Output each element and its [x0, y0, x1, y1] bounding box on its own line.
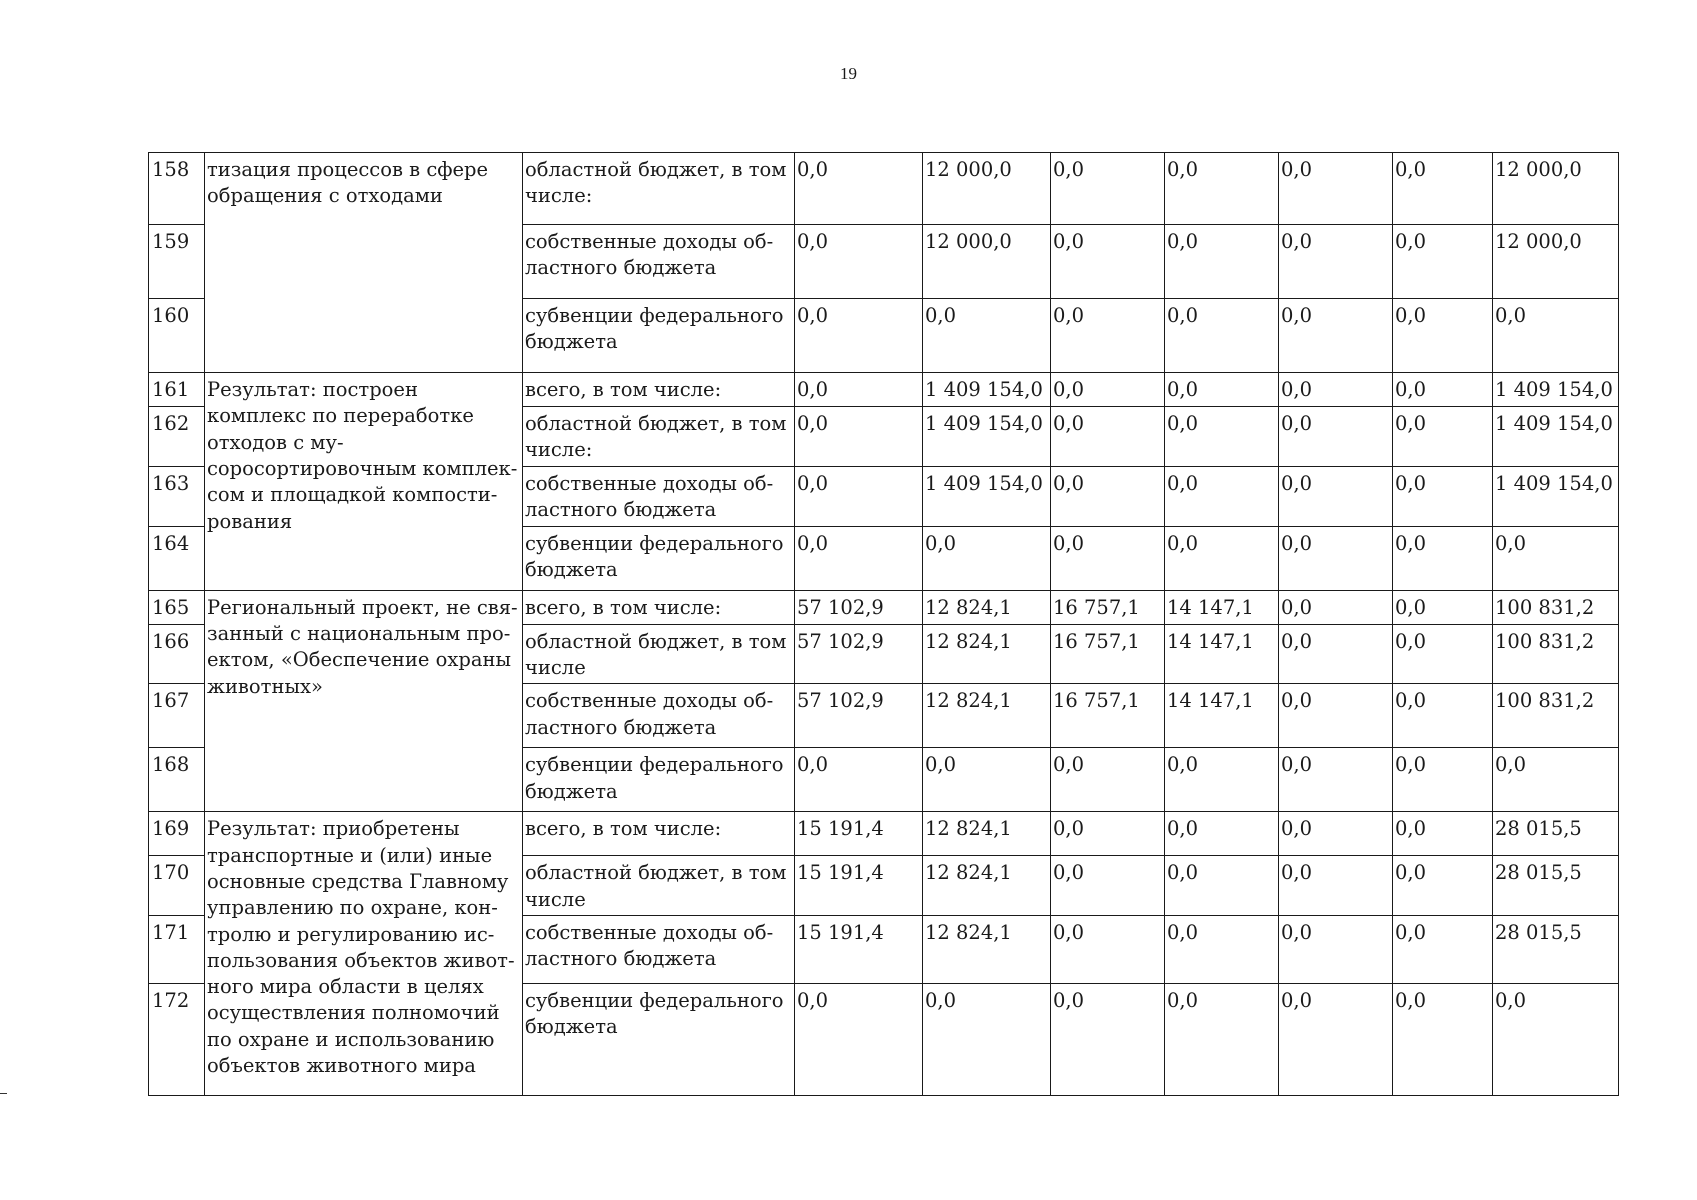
- funding-source: областной бюджет, в том числе: [523, 624, 795, 684]
- funding-source: собственные доходы об-ластного бюджета: [523, 466, 795, 526]
- value-cell: 0,0: [1393, 299, 1493, 373]
- value-cell: 0,0: [1051, 466, 1165, 526]
- row-number: 158: [149, 153, 205, 225]
- value-cell: 0,0: [1279, 915, 1393, 983]
- value-cell: 0,0: [1279, 856, 1393, 916]
- row-number: 166: [149, 624, 205, 684]
- value-cell: 0,0: [1279, 684, 1393, 748]
- total-value-cell: 1 409 154,0: [1493, 373, 1619, 407]
- value-cell: 0,0: [1279, 373, 1393, 407]
- row-number: 167: [149, 684, 205, 748]
- funding-source: собственные доходы об-ластного бюджета: [523, 225, 795, 299]
- value-cell: 0,0: [1051, 983, 1165, 1095]
- value-cell: 0,0: [795, 373, 923, 407]
- table-row: [149, 153, 1619, 225]
- item-description: тизация процессов в сфере обращения с отходами: [205, 153, 523, 373]
- value-cell: 0,0: [1051, 526, 1165, 590]
- value-cell: 0,0: [1279, 407, 1393, 467]
- value-cell: 0,0: [1051, 373, 1165, 407]
- value-cell: 16 757,1: [1051, 684, 1165, 748]
- value-cell: 0,0: [795, 299, 923, 373]
- value-cell: 57 102,9: [795, 624, 923, 684]
- value-cell: 0,0: [795, 225, 923, 299]
- value-cell: 0,0: [1051, 856, 1165, 916]
- value-cell: 0,0: [1051, 748, 1165, 812]
- value-cell: 12 824,1: [923, 812, 1051, 856]
- value-cell: 0,0: [1279, 526, 1393, 590]
- total-value-cell: 1 409 154,0: [1493, 407, 1619, 467]
- value-cell: 0,0: [1051, 225, 1165, 299]
- value-cell: 0,0: [1051, 407, 1165, 467]
- value-cell: 57 102,9: [795, 684, 923, 748]
- value-cell: 0,0: [1051, 153, 1165, 225]
- value-cell: 0,0: [1051, 915, 1165, 983]
- total-value-cell: 1 409 154,0: [1493, 466, 1619, 526]
- value-cell: 12 824,1: [923, 915, 1051, 983]
- value-cell: 0,0: [1393, 407, 1493, 467]
- value-cell: 14 147,1: [1165, 590, 1279, 624]
- funding-source: субвенции федерального бюджета: [523, 983, 795, 1095]
- value-cell: 0,0: [1165, 225, 1279, 299]
- page-number: 19: [840, 64, 857, 83]
- value-cell: 0,0: [1393, 624, 1493, 684]
- value-cell: 0,0: [1393, 915, 1493, 983]
- funding-source: собственные доходы об-ластного бюджета: [523, 915, 795, 983]
- row-number: 159: [149, 225, 205, 299]
- value-cell: 0,0: [1393, 748, 1493, 812]
- value-cell: 0,0: [923, 983, 1051, 1095]
- item-description: Результат: приобретены транспортные и (или) иные основные средства Главному управлению по охране, кон-тролю и регулированию ис-пользования объектов живот-ного мира области в целях осуществления полномочий по охране и использованию объектов животного мира: [205, 812, 523, 1096]
- value-cell: 12 824,1: [923, 684, 1051, 748]
- value-cell: 16 757,1: [1051, 590, 1165, 624]
- total-value-cell: 12 000,0: [1493, 153, 1619, 225]
- value-cell: 0,0: [923, 748, 1051, 812]
- table-row: [149, 590, 1619, 624]
- total-value-cell: 0,0: [1493, 299, 1619, 373]
- value-cell: 12 824,1: [923, 590, 1051, 624]
- value-cell: 0,0: [795, 466, 923, 526]
- value-cell: 0,0: [1165, 466, 1279, 526]
- funding-source: собственные доходы об-ластного бюджета: [523, 684, 795, 748]
- table-row: [149, 812, 1619, 856]
- row-number: 163: [149, 466, 205, 526]
- total-value-cell: 100 831,2: [1493, 684, 1619, 748]
- value-cell: 0,0: [1393, 153, 1493, 225]
- funding-source: всего, в том числе:: [523, 812, 795, 856]
- value-cell: 0,0: [1279, 748, 1393, 812]
- value-cell: 0,0: [923, 526, 1051, 590]
- total-value-cell: 100 831,2: [1493, 590, 1619, 624]
- funding-source: субвенции федерального бюджета: [523, 526, 795, 590]
- total-value-cell: 12 000,0: [1493, 225, 1619, 299]
- total-value-cell: 28 015,5: [1493, 915, 1619, 983]
- value-cell: 0,0: [1393, 466, 1493, 526]
- row-number: 160: [149, 299, 205, 373]
- value-cell: 0,0: [795, 407, 923, 467]
- value-cell: 0,0: [1279, 225, 1393, 299]
- value-cell: 15 191,4: [795, 856, 923, 916]
- value-cell: 0,0: [1279, 590, 1393, 624]
- value-cell: 12 000,0: [923, 225, 1051, 299]
- budget-table: [148, 152, 1619, 1096]
- value-cell: 0,0: [1279, 153, 1393, 225]
- value-cell: 1 409 154,0: [923, 466, 1051, 526]
- value-cell: 0,0: [1165, 526, 1279, 590]
- value-cell: 0,0: [1165, 915, 1279, 983]
- value-cell: 12 000,0: [923, 153, 1051, 225]
- row-number: 161: [149, 373, 205, 407]
- row-number: 165: [149, 590, 205, 624]
- value-cell: 0,0: [1165, 812, 1279, 856]
- value-cell: 0,0: [923, 299, 1051, 373]
- value-cell: 15 191,4: [795, 812, 923, 856]
- value-cell: 0,0: [1279, 299, 1393, 373]
- value-cell: 12 824,1: [923, 624, 1051, 684]
- value-cell: 1 409 154,0: [923, 373, 1051, 407]
- row-number: 172: [149, 983, 205, 1095]
- total-value-cell: 0,0: [1493, 526, 1619, 590]
- value-cell: 0,0: [1393, 526, 1493, 590]
- value-cell: 0,0: [1165, 373, 1279, 407]
- total-value-cell: 28 015,5: [1493, 812, 1619, 856]
- row-number: 168: [149, 748, 205, 812]
- value-cell: 57 102,9: [795, 590, 923, 624]
- value-cell: 0,0: [1393, 590, 1493, 624]
- value-cell: 0,0: [1279, 624, 1393, 684]
- value-cell: 0,0: [1393, 856, 1493, 916]
- value-cell: 0,0: [795, 748, 923, 812]
- funding-source: всего, в том числе:: [523, 373, 795, 407]
- funding-source: областной бюджет, в том числе:: [523, 407, 795, 467]
- table-row: [149, 373, 1619, 407]
- value-cell: 0,0: [1165, 299, 1279, 373]
- value-cell: 12 824,1: [923, 856, 1051, 916]
- value-cell: 0,0: [795, 983, 923, 1095]
- row-number: 171: [149, 915, 205, 983]
- value-cell: 0,0: [1393, 812, 1493, 856]
- value-cell: 0,0: [1393, 684, 1493, 748]
- value-cell: 0,0: [1393, 373, 1493, 407]
- value-cell: 0,0: [1393, 225, 1493, 299]
- value-cell: 0,0: [1279, 466, 1393, 526]
- row-number: 164: [149, 526, 205, 590]
- value-cell: 0,0: [795, 526, 923, 590]
- value-cell: 14 147,1: [1165, 684, 1279, 748]
- funding-source: субвенции федерального бюджета: [523, 299, 795, 373]
- funding-source: областной бюджет, в том числе: [523, 856, 795, 916]
- item-description: Результат: построен комплекс по переработке отходов с му-соросортировочным комплек-сом и площадкой компости-рования: [205, 373, 523, 591]
- value-cell: 15 191,4: [795, 915, 923, 983]
- value-cell: 0,0: [1279, 812, 1393, 856]
- value-cell: 16 757,1: [1051, 624, 1165, 684]
- row-number: 162: [149, 407, 205, 467]
- funding-source: всего, в том числе:: [523, 590, 795, 624]
- value-cell: 0,0: [1165, 407, 1279, 467]
- value-cell: 0,0: [1165, 153, 1279, 225]
- edge-mark: [0, 1093, 7, 1094]
- row-number: 170: [149, 856, 205, 916]
- total-value-cell: 100 831,2: [1493, 624, 1619, 684]
- total-value-cell: 28 015,5: [1493, 856, 1619, 916]
- total-value-cell: 0,0: [1493, 748, 1619, 812]
- funding-source: субвенции федерального бюджета: [523, 748, 795, 812]
- value-cell: 14 147,1: [1165, 624, 1279, 684]
- value-cell: 0,0: [1165, 856, 1279, 916]
- value-cell: 0,0: [1051, 812, 1165, 856]
- value-cell: 0,0: [1165, 983, 1279, 1095]
- row-number: 169: [149, 812, 205, 856]
- value-cell: 0,0: [1165, 748, 1279, 812]
- total-value-cell: 0,0: [1493, 983, 1619, 1095]
- value-cell: 0,0: [1051, 299, 1165, 373]
- funding-source: областной бюджет, в том числе:: [523, 153, 795, 225]
- value-cell: 0,0: [1279, 983, 1393, 1095]
- value-cell: 0,0: [1393, 983, 1493, 1095]
- item-description: Региональный проект, не свя-занный с национальным про-ектом, «Обеспечение охраны животных»: [205, 590, 523, 812]
- value-cell: 1 409 154,0: [923, 407, 1051, 467]
- value-cell: 0,0: [795, 153, 923, 225]
